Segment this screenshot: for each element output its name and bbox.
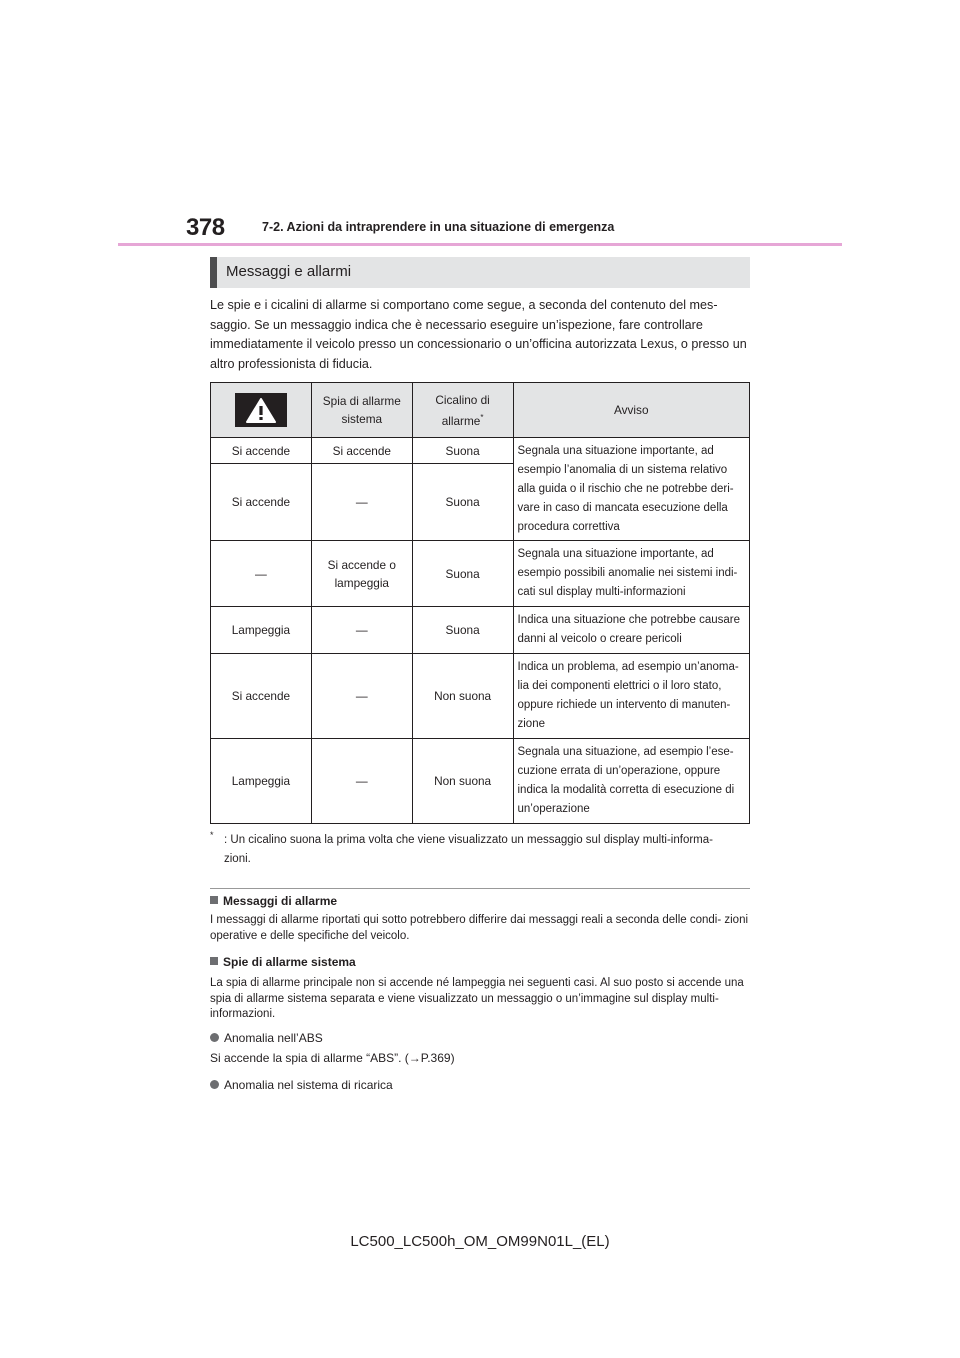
table-row [211, 541, 750, 607]
cell-c2: — [311, 739, 412, 824]
chapter-title: 7-2. Azioni da intraprendere in una situazione di emergenza [262, 220, 615, 234]
page-number: 378 [186, 214, 225, 241]
bullet-item [210, 1031, 323, 1045]
intro-paragraph: Le spie e i cicalini di allarme si comportano come segue, a seconda del contenuto del mes- saggio. Se un messaggio indica che è necessario eseguire un’ispezione, fare controllare immediatamente il veicolo presso un concessionario o un’officina autorizzata Lexus, o presso un altro professionista di fiducia. [210, 298, 747, 371]
document-code: LC500_LC500h_OM_OM99N01L_(EL) [350, 1233, 610, 1250]
alarm-table [210, 382, 750, 824]
cell-avviso: Indica una situazione che potrebbe causare danni al veicolo o creare pericoli [513, 607, 750, 654]
header-spia [311, 383, 412, 438]
cell-c2: — [311, 607, 412, 654]
cell-c2: — [311, 464, 412, 541]
subheading-spie [210, 955, 356, 969]
table-row [211, 438, 750, 464]
circle-bullet-icon [210, 1033, 219, 1042]
table-row [211, 654, 750, 739]
cell-c2: — [311, 654, 412, 739]
header-cicalino-line2: allarme [441, 413, 481, 428]
cell-c3: Suona [412, 464, 513, 541]
circle-bullet-icon [210, 1080, 219, 1089]
bullet-label: Anomalia nel sistema di ricarica [224, 1078, 393, 1092]
header-spia-line2: sistema [341, 412, 383, 426]
cell-c3: Suona [412, 438, 513, 464]
table-row [211, 739, 750, 824]
bullet-text: Si accende la spia di allarme “ABS”. (→P.369) [210, 1051, 455, 1065]
table-row [211, 607, 750, 654]
cell-c3: Suona [412, 607, 513, 654]
section-divider [210, 888, 750, 889]
subheading-messaggi [210, 894, 337, 908]
footnote-marker: * [210, 830, 214, 840]
table-header-row [211, 383, 750, 438]
footnote [210, 831, 750, 869]
header-avviso: Avviso [513, 383, 750, 438]
cell-avviso: Segnala una situazione importante, ad esempio possibili anomalie nei sistemi indi- cati sul display multi-informazioni [513, 541, 750, 607]
messaggi-text: I messaggi di allarme riportati qui sotto potrebbero differire dai messaggi reali a seconda delle condi- zioni operative e delle specifiche del veicolo. [210, 914, 749, 942]
cell-c1: — [211, 541, 312, 607]
cell-c2: Si accende o lampeggia [311, 541, 412, 607]
cell-avviso: Segnala una situazione importante, ad esempio l’anomalia di un sistema relativo alla guida o il rischio che ne potrebbe deri- vare in caso di mancata esecuzione della procedura correttiva [513, 438, 750, 541]
cell-avviso: Segnala una situazione, ad esempio l’ese- cuzione errata di un’operazione, oppure indica la modalità corretta di esecuzione di un’operazione [513, 739, 750, 824]
warning-triangle-icon [235, 393, 287, 427]
header-cicalino-line1: Cicalino di [435, 392, 490, 407]
footnote-line2: zioni. [224, 853, 251, 865]
header-cicalino [412, 383, 513, 438]
spie-text: La spia di allarme principale non si accende né lampeggia nei seguenti casi. Al suo posto si accende una spia di allarme sistema separata e viene visualizzato un messaggio o un’immagine sul display multi-informazioni. [210, 977, 744, 1020]
section-title: Messaggi e allarmi [226, 263, 352, 280]
cell-c3: Suona [412, 541, 513, 607]
cell-avviso: Indica un problema, ad esempio un’anoma- lia dei componenti elettrici o il loro stato, oppure richiede un intervento di manuten- zione [513, 654, 750, 739]
square-bullet-icon [210, 896, 218, 904]
bullet-item [210, 1078, 393, 1092]
cell-c1: Si accende [211, 464, 312, 541]
header-divider [118, 243, 842, 246]
cell-c1: Si accende [211, 654, 312, 739]
cell-c2: Si accende [311, 438, 412, 464]
footnote-line1: : Un cicalino suona la prima volta che viene visualizzato un messaggio sul display multi-informa- [224, 834, 713, 846]
cell-c1: Lampeggia [211, 607, 312, 654]
subheading-messaggi-text: Messaggi di allarme [223, 894, 338, 908]
cell-c1: Lampeggia [211, 739, 312, 824]
square-bullet-icon [210, 957, 218, 965]
section-header-bar [210, 257, 217, 288]
cell-c1: Si accende [211, 438, 312, 464]
bullet-label: Anomalia nell’ABS [224, 1031, 323, 1045]
cell-c3: Non suona [412, 739, 513, 824]
header-spia-line1: Spia di allarme [322, 394, 401, 408]
header-icon-cell [211, 383, 312, 438]
cell-c3: Non suona [412, 654, 513, 739]
subheading-spie-text: Spie di allarme sistema [223, 955, 356, 969]
section-header [210, 257, 750, 288]
header-cicalino-star: * [480, 412, 484, 422]
